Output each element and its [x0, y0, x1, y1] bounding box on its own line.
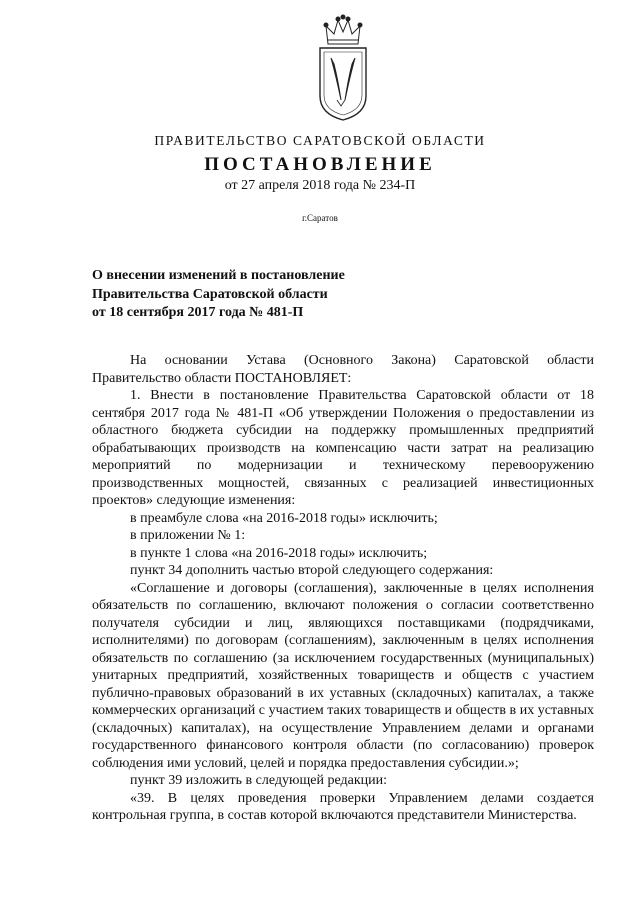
paragraph-preamble: в преамбуле слова «на 2016-2018 годы» исключить;: [130, 510, 438, 526]
city-label: г.Саратов: [302, 213, 338, 223]
document-type: ПОСТАНОВЛЕНИЕ: [204, 154, 436, 175]
subject-line-2: Правительства Саратовской области: [92, 286, 328, 302]
paragraph-point-39-text: «39. В целях проведения проверки Управлением делами создается контрольная группа, в состав которой включаются представители Министерства.: [92, 790, 594, 823]
subject-line-1: О внесении изменений в постановление: [92, 268, 345, 283]
government-name: ПРАВИТЕЛЬСТВО САРАТОВСКОЙ ОБЛАСТИ: [154, 133, 486, 148]
subject-line-3: от 18 сентября 2017 года № 481-П: [92, 305, 304, 320]
decree-body: [92, 352, 594, 825]
paragraph-point-34: пункт 34 дополнить частью второй следующего содержания:: [130, 563, 494, 578]
paragraph-agreement-text: «Соглашение и договоры (соглашения), заключенные в целях исполнения обязательств по соглашению, включают положения о согласии соответственно получателя субсидии и лиц, являющихся поставщиками (подрядчиками, исполнителями) по договорам (соглашениям), заключенным в целях исполнения обязательств по соглашению (за исключением государственных (муниципальных) унитарных предприятий, хозяйственных товариществ и обществ с участием публично-правовых образований в их уставных (складочных) капиталах, а также коммерческих организаций с участием таких товариществ и обществ в их уставных (складочных) капиталах), на осуществление Управлением делами и органами государственного финансового контроля области (по согласованию) проверок соблюдения ими условий, целей и порядка предоставления субсидии.»;: [92, 580, 594, 771]
paragraph-appendix: в приложении № 1:: [130, 528, 246, 543]
decree-subject: [92, 267, 492, 323]
coat-of-arms-icon: [314, 14, 372, 122]
paragraph-basis: На основании Устава (Основного Закона) Саратовской области Правительство области ПОСТАНОВЛЯЕТ:: [92, 353, 594, 386]
decree-date-number: от 27 апреля 2018 года № 234-П: [224, 178, 416, 193]
paragraph-point-39: пункт 39 изложить в следующей редакции:: [130, 773, 387, 788]
paragraph-item-1: 1. Внести в постановление Правительства Саратовской области от 18 сентября 2017 года № 481-П «Об утверждении Положения о предоставлении из областного бюджета субсидии на поддержку промышленных предприятий обрабатывающих производств на компенсацию части затрат на реализацию мероприятий по модернизации и техническому перевооружению производственных мощностей, связанных с реализацией инвестиционных проектов» следующие изменения:: [92, 388, 594, 508]
paragraph-point-1: в пункте 1 слова «на 2016-2018 годы» исключить;: [130, 545, 428, 561]
